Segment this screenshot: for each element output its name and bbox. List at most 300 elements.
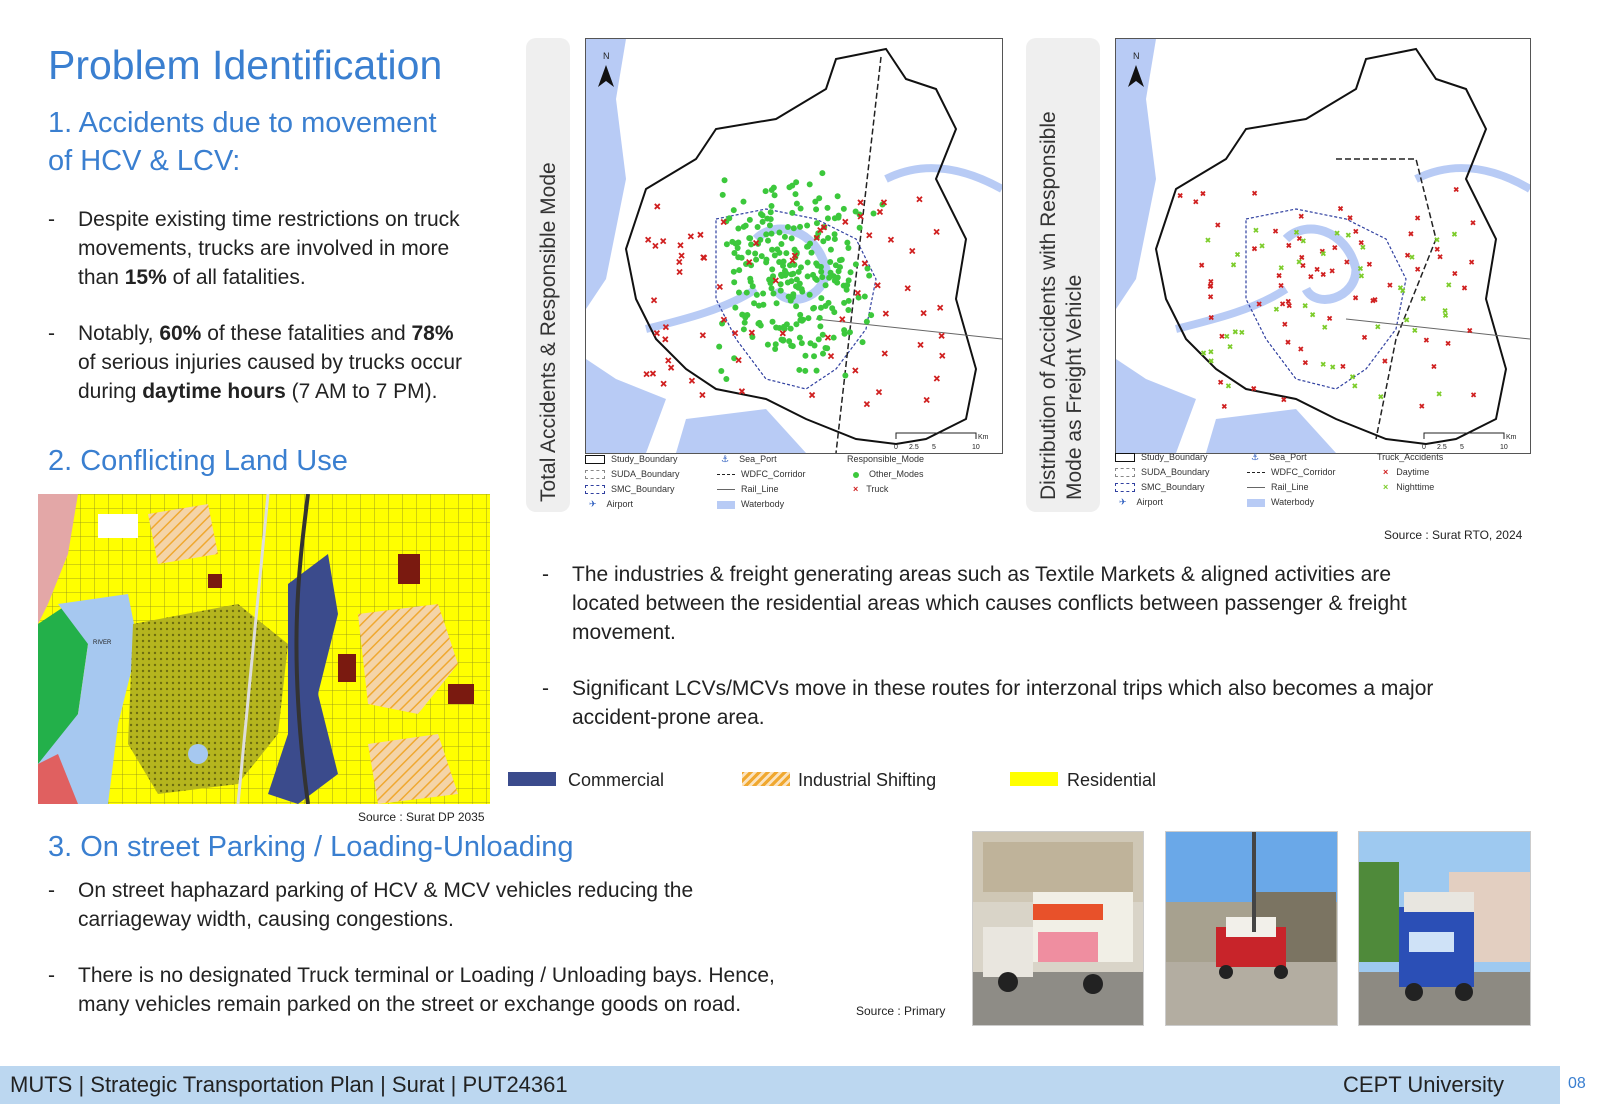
legend-seaport: ⚓ Sea_Port [721,454,777,464]
accident-marker-cross [1301,239,1305,243]
accident-marker-cross [1346,233,1350,237]
accident-marker-cross [1454,188,1458,192]
accident-marker-cross [876,390,881,395]
accident-marker-cross [825,335,830,340]
accident-marker-dot [868,312,874,318]
accident-marker-cross [1354,296,1358,300]
accident-marker-dot [788,326,794,332]
map1-graphic [586,39,1002,453]
bullet-line: during daytime hours (7 AM to 7 PM). [78,380,438,403]
accident-marker-dot [736,290,742,296]
accident-marker-cross [1383,359,1387,363]
legend-water: Waterbody [717,499,784,509]
accident-marker-dot [813,206,819,212]
accident-marker-dot [824,345,830,351]
accident-marker-cross [1421,297,1425,301]
accident-marker-dot [844,240,850,246]
accident-marker-dot [832,215,838,221]
accident-marker-cross [661,239,666,244]
accident-marker-dot [828,247,834,253]
legend-wdfc: WDFC_Corridor [717,469,806,479]
accident-marker-dot [746,235,752,241]
bullet-line: On street haphazard parking of HCV & MCV vehicles reducing the [78,879,694,902]
accident-marker-cross [1321,362,1325,366]
accident-marker-cross [1252,247,1256,251]
accident-marker-dot [805,315,811,321]
accident-marker-dot [756,303,762,309]
accident-marker-cross [666,358,671,363]
accident-marker-cross [1331,365,1335,369]
legend-residential-swatch [1010,772,1058,786]
accident-marker-dot [790,271,796,277]
accident-marker-cross [1353,384,1357,388]
svg-text:10: 10 [1500,444,1508,451]
accident-marker-cross [1333,246,1337,250]
accident-marker-dot [779,337,785,343]
page-number: 08 [1568,1075,1586,1092]
accident-marker-cross [905,286,910,291]
accident-marker-cross [1228,345,1232,349]
accident-marker-dot [763,231,769,237]
accident-marker-cross [1254,228,1258,232]
accident-marker-cross [1200,263,1204,267]
accident-marker-cross [1225,334,1229,338]
accident-marker-cross [1194,200,1198,204]
bullet-line: There is no designated Truck terminal or Loading / Unloading bays. Hence, [78,964,775,987]
accident-marker-dot [853,261,859,267]
accident-marker-dot [763,188,769,194]
accident-marker-cross [1437,392,1441,396]
accident-marker-dot [754,292,760,298]
landuse-map [38,494,490,804]
bullet-line: Notably, 60% of these fatalities and 78% [78,322,454,345]
accident-marker-dot [805,273,811,279]
accident-marker-cross [1348,216,1352,220]
accident-marker-dot [763,259,769,265]
accident-marker-cross [1253,191,1257,195]
accident-marker-dot [807,292,813,298]
section1-heading-line2: of HCV & LCV: [48,145,241,177]
accident-marker-dot [844,287,850,293]
accident-marker-dot [790,291,796,297]
legend-commercial-label: Commercial [568,770,665,790]
accident-marker-cross [689,378,694,383]
page-title: Problem Identification [48,42,443,88]
accident-marker-cross [1300,255,1304,259]
accident-marker-dot [770,319,776,325]
accident-marker-dot [744,290,750,296]
accident-marker-cross [1453,271,1457,275]
accident-marker-cross [1216,223,1220,227]
map2-freight-accidents [1115,38,1531,454]
accident-marker-dot [740,199,746,205]
legend-study: Study_Boundary [585,454,678,464]
accident-marker-dot [739,255,745,261]
accident-marker-cross [867,233,872,238]
accident-marker-dot [799,286,805,292]
accident-marker-cross [1201,192,1205,196]
accident-marker-dot [820,238,826,244]
section3-source: Source : Primary [856,1004,946,1018]
accident-marker-cross [1443,309,1447,313]
accident-marker-dot [827,259,833,265]
accident-marker-dot [759,253,765,259]
accident-marker-cross [875,283,880,288]
accident-marker-dot [829,305,835,311]
accident-marker-cross [1309,275,1313,279]
svg-text:5: 5 [1460,444,1464,451]
landuse-source: Source : Surat DP 2035 [358,810,485,824]
accident-marker-dot [731,269,737,275]
accident-marker-dot [772,346,778,352]
accident-marker-cross [1376,325,1380,329]
accident-marker-cross [1424,338,1428,342]
accident-marker-cross [1303,304,1307,308]
accident-marker-dot [797,281,803,287]
legend-suda: SUDA_Boundary [585,469,680,479]
accident-marker-dot [750,283,756,289]
accident-marker-cross [938,305,943,310]
accident-marker-dot [811,305,817,311]
accident-marker-dot [816,195,822,201]
accident-marker-cross [877,209,882,214]
footer-institution: CEPT University [1343,1072,1504,1097]
accident-marker-dot [811,353,817,359]
accident-marker-dot [864,266,870,272]
accident-marker-cross [1274,307,1278,311]
accident-marker-dot [820,332,826,338]
accident-marker-cross [1236,252,1240,256]
accident-marker-cross [1405,318,1409,322]
accident-marker-cross [1339,207,1343,211]
accident-marker-cross [653,243,658,248]
accident-marker-cross [883,311,888,316]
accident-marker-dot [805,243,811,249]
accident-marker-dot [783,250,789,256]
accident-marker-cross [1311,313,1315,317]
accident-marker-dot [798,264,804,270]
accident-marker-dot [832,278,838,284]
accident-marker-dot [752,250,758,256]
accident-marker-cross [1315,267,1319,271]
landuse-river-label: RIVER [93,640,112,646]
accident-marker-cross [940,353,945,358]
footer-bar [0,1066,1560,1104]
accident-marker-cross [1297,237,1301,241]
svg-text:Km: Km [1506,434,1517,441]
accident-marker-dot [825,205,831,211]
accident-marker-dot [760,291,766,297]
legend-truck: × Truck [853,484,889,494]
accident-marker-dot [839,257,845,263]
accident-marker-cross [1209,295,1213,299]
accident-marker-dot [809,250,815,256]
accident-marker-cross [717,284,722,289]
accident-marker-dot [862,294,868,300]
bullet-dash: - [48,964,55,987]
legend-study: Study_Boundary [1115,452,1208,462]
map2-label-panel [1026,38,1100,512]
accident-marker-cross [1444,313,1448,317]
accident-marker-dot [720,192,726,198]
accident-marker-cross [661,381,666,386]
accident-marker-dot [853,208,859,214]
accident-marker-dot [769,247,775,253]
accident-marker-dot [772,192,778,198]
photo-tempo-parked [972,831,1144,1026]
accident-marker-cross [828,354,833,359]
accident-marker-dot [790,343,796,349]
accident-marker-dot [791,225,797,231]
accident-marker-dot [767,222,773,228]
accident-marker-cross [1420,404,1424,408]
accident-marker-dot [774,300,780,306]
accident-marker-cross [1413,328,1417,332]
accident-marker-dot [798,206,804,212]
accident-marker-cross [678,243,683,248]
accident-marker-dot [755,321,761,327]
svg-text:2.5: 2.5 [1437,444,1447,451]
accident-marker-dot [755,224,761,230]
accident-marker-dot [833,262,839,268]
accident-marker-cross [1432,364,1436,368]
accident-marker-dot [842,331,848,337]
accident-marker-dot [825,215,831,221]
accident-marker-dot [769,285,775,291]
bullet-line: than 15% of all fatalities. [78,266,306,289]
accident-marker-cross [1359,274,1363,278]
accident-marker-cross [1281,302,1285,306]
accident-marker-cross [1330,269,1334,273]
legend-industrial-swatch [742,772,790,786]
svg-text:5: 5 [932,444,936,451]
accident-marker-cross [1447,283,1451,287]
accident-marker-cross [663,337,668,342]
accident-marker-dot [743,223,749,229]
bullet-line: of serious injuries caused by trucks occur [78,351,462,374]
accident-marker-dot [765,238,771,244]
accident-marker-dot [819,274,825,280]
svg-text:0: 0 [894,444,898,451]
legend-residential-label: Residential [1067,770,1157,790]
accident-marker-cross [1286,340,1290,344]
accident-marker-cross [1178,194,1182,198]
map2-graphic [1116,39,1530,453]
map1-vertical-label: Total Accidents & Responsible Mode [537,162,560,502]
accident-marker-cross [688,234,693,239]
accident-marker-dot [778,272,784,278]
svg-text:Km: Km [978,434,989,441]
svg-text:0: 0 [1422,444,1426,451]
accident-marker-dot [771,185,777,191]
legend-suda: SUDA_Boundary [1115,467,1210,477]
accident-marker-dot [819,170,825,176]
accident-marker-cross [888,237,893,242]
accident-marker-dot [773,325,779,331]
accident-marker-dot [768,209,774,215]
map1-label-panel [526,38,570,512]
accident-marker-cross [924,397,929,402]
accident-marker-dot [794,201,800,207]
accident-marker-cross [1345,260,1349,264]
bullet-dash: - [542,563,549,586]
accident-marker-cross [1359,241,1363,245]
accident-marker-cross [1406,253,1410,257]
accident-marker-dot [776,229,782,235]
accident-marker-dot [758,211,764,217]
accident-marker-dot [724,241,730,247]
bullet-dash: - [48,208,55,231]
accident-marker-dot [735,239,741,245]
accident-marker-cross [698,232,703,237]
accident-marker-dot [742,315,748,321]
accident-marker-dot [731,250,737,256]
accident-marker-dot [789,235,795,241]
section3-heading: 3. On street Parking / Loading-Unloading [48,831,574,863]
accident-marker-dot [770,291,776,297]
accident-marker-dot [722,177,728,183]
accident-marker-dot [787,262,793,268]
legend-smc: SMC_Boundary [585,484,675,494]
accident-marker-cross [1287,243,1291,247]
accident-marker-dot [846,277,852,283]
accident-marker-dot [860,339,866,345]
accident-marker-dot [815,263,821,269]
bullet-line: movements, trucks are involved in more [78,237,450,260]
accident-marker-cross [1282,398,1286,402]
accident-marker-cross [1416,216,1420,220]
stat-15-percent: 15% [124,266,167,289]
accident-marker-cross [1438,255,1442,259]
accident-marker-dot [810,272,816,278]
accident-marker-dot [820,351,826,357]
accident-marker-dot [786,338,792,344]
accident-marker-dot [732,305,738,311]
accident-marker-cross [1321,272,1325,276]
accident-marker-cross [1435,247,1439,251]
accident-marker-cross [1468,328,1472,332]
accident-marker-dot [745,249,751,255]
accident-marker-dot [793,303,799,309]
accident-marker-dot [814,277,820,283]
accident-marker-cross [1470,260,1474,264]
accident-marker-cross [921,311,926,316]
accident-marker-cross [1274,229,1278,233]
legend-airport: ✈ Airport [589,499,634,509]
section2-heading: 2. Conflicting Land Use [48,445,348,477]
accident-marker-dot [769,266,775,272]
accident-marker-dot [768,216,774,222]
accident-marker-cross [650,371,655,376]
accident-marker-dot [812,343,818,349]
accident-marker-cross [1341,364,1345,368]
accident-marker-cross [1462,286,1466,290]
section1-bullet-2 [48,319,528,409]
accident-marker-cross [652,298,657,303]
accident-marker-dot [796,367,802,373]
accident-marker-cross [1222,404,1226,408]
bullet-line: many vehicles remain parked on the street or exchange goods on road. [78,993,742,1016]
airplane-icon: ✈ [1119,497,1127,507]
accident-marker-dot [793,179,799,185]
accident-marker-cross [1354,229,1358,233]
accident-marker-dot [797,335,803,341]
accident-marker-cross [1283,322,1287,326]
accident-marker-dot [802,368,808,374]
accident-marker-dot [789,210,795,216]
accident-marker-dot [797,224,803,230]
accident-marker-dot [799,318,805,324]
svg-text:2.5: 2.5 [909,444,919,451]
accident-marker-cross [840,317,845,322]
legend-daytime: × Daytime [1383,467,1430,477]
bullet-line: located between the residential areas which causes conflicts between passenger & freight [572,592,1407,615]
accident-marker-cross [654,331,659,336]
accident-marker-dot [735,225,741,231]
accident-marker-cross [1286,299,1290,303]
bullet-dash: - [542,677,549,700]
accident-marker-dot [832,236,838,242]
accident-marker-cross [1452,232,1456,236]
accident-marker-dot [778,288,784,294]
accident-marker-cross [1226,384,1230,388]
accident-marker-dot [781,258,787,264]
accident-marker-cross [858,200,863,205]
accident-marker-cross [1220,334,1224,338]
accident-marker-dot [814,220,820,226]
accident-marker-cross [1277,274,1281,278]
accident-marker-cross [1416,267,1420,271]
accident-marker-cross [677,269,682,274]
accident-marker-dot [785,224,791,230]
accident-marker-dot [848,269,854,275]
accident-marker-dot [736,267,742,273]
accident-marker-cross [1472,393,1476,397]
accident-marker-dot [716,344,722,350]
accident-marker-dot [729,239,735,245]
accident-marker-cross [1287,304,1291,308]
accident-marker-cross [780,331,785,336]
accident-marker-dot [742,320,748,326]
accident-marker-dot [788,298,794,304]
accident-marker-dot [817,315,823,321]
legend-wdfc: WDFC_Corridor [1247,467,1336,477]
legend-industrial-label: Industrial Shifting [798,770,937,790]
accident-marker-dot [814,368,820,374]
accident-marker-cross [864,402,869,407]
map2-legend [1115,452,1529,512]
accident-marker-cross [1410,255,1414,259]
accident-marker-cross [1361,245,1365,249]
accident-marker-dot [769,203,775,209]
accident-marker-dot [748,241,754,247]
accident-marker-cross [1209,359,1213,363]
accident-marker-dot [847,329,853,335]
section1-heading [48,104,437,180]
legend-other-modes: Other_Modes [853,469,924,479]
bullet-line: Despite existing time restrictions on truck [78,208,460,231]
accident-marker-cross [1260,244,1264,248]
section3-bullet-1 [48,876,868,936]
middle-bullet-1 [542,560,1542,650]
accident-marker-cross [736,358,741,363]
accident-marker-cross [679,253,684,258]
accident-marker-cross [1297,260,1301,264]
accident-marker-dot [866,273,872,279]
accident-marker-dot [792,191,798,197]
accident-marker-dot [778,241,784,247]
legend-commercial-swatch [508,772,556,786]
